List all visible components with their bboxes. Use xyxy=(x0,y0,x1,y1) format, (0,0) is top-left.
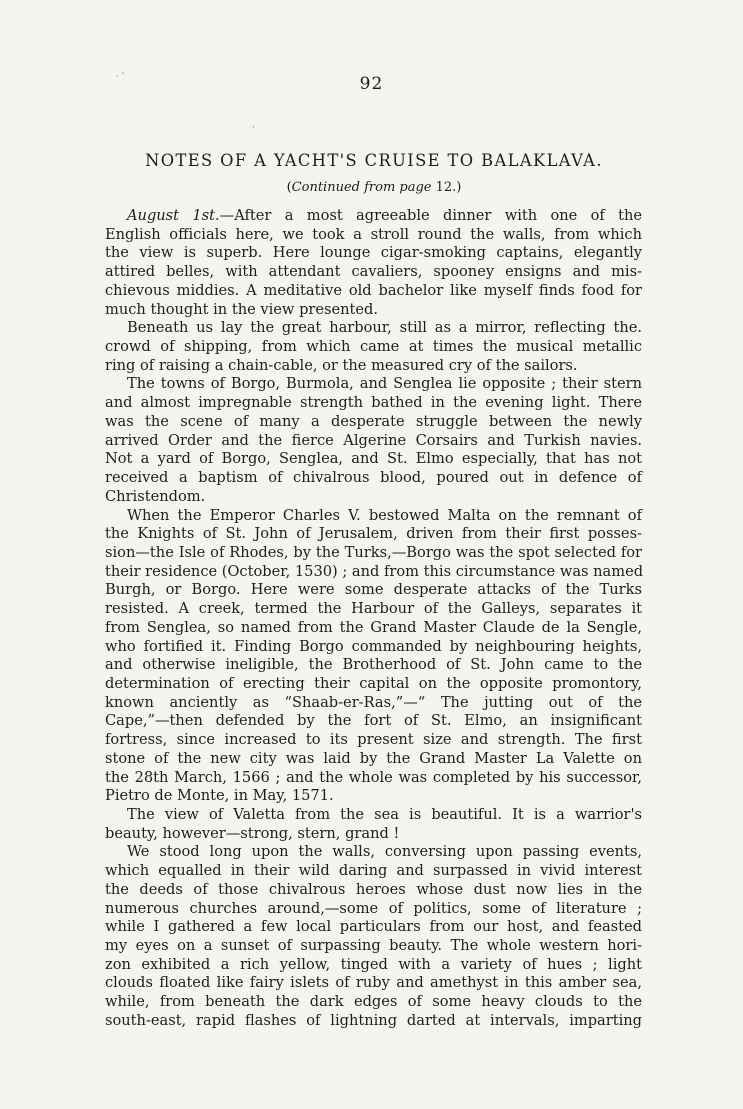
text-line: resisted. A creek, termed the Harbour of the Galleys, separates it xyxy=(105,600,642,618)
article-subtitle xyxy=(108,179,640,197)
text-line: the view is superb. Here lounge cigar-smoking captains, elegantly xyxy=(105,244,642,262)
text-line: their residence (October, 1530) ; and from this circumstance was named xyxy=(105,562,644,580)
text-line: known anciently as “Shaab-er-Ras,”—“ The jutting out of the xyxy=(105,693,642,711)
text-line: beauty, however—strong, stern, grand ! xyxy=(105,824,400,842)
text-line: while I gathered a few local particulars from our host, and feasted xyxy=(105,918,642,936)
text-line: Burgh, or Borgo. Here were some desperate attacks of the Turks xyxy=(105,581,642,599)
text-line: We stood long upon the walls, conversing upon passing events, xyxy=(127,843,642,861)
text-line: determination of erecting their capital on the opposite promontory, xyxy=(105,674,642,692)
date-heading: August 1st. xyxy=(127,207,220,224)
text-line: crowd of shipping, from which came at times the musical metallic xyxy=(105,338,642,356)
text-line: sion—the Isle of Rhodes, by the Turks,—Borgo was the spot selected for xyxy=(105,543,642,561)
text-line: When the Emperor Charles V. bestowed Malta on the remnant of xyxy=(127,506,642,524)
page-speck: · ' xyxy=(116,72,125,82)
text-line: and almost impregnable strength bathed in the evening light. There xyxy=(105,394,642,412)
article-body xyxy=(105,207,642,1031)
text-line: Not a yard of Borgo, Senglea, and St. Elmo especially, that has not xyxy=(105,450,642,468)
text-line: August 1st.—After a most agreeable dinner with one of the xyxy=(127,207,643,224)
text-line: south-east, rapid flashes of lightning darted at intervals, imparting xyxy=(105,1011,642,1029)
text-line: ring of raising a chain-cable, or the measured cry of the sailors. xyxy=(105,356,578,374)
text-line: Christendom. xyxy=(105,487,206,505)
page-number: 92 xyxy=(359,74,384,94)
text-line: zon exhibited a rich yellow, tinged with a variety of hues ; light xyxy=(105,955,642,973)
text-line: and otherwise ineligible, the Brotherhood of St. John came to the xyxy=(105,656,642,674)
text-line: which equalled in their wild daring and surpassed in vivid interest xyxy=(105,862,642,880)
text-line: Pietro de Monte, in May, 1571. xyxy=(105,787,334,805)
text-line: numerous churches around,—some of politics, some of literature ; xyxy=(105,899,642,917)
text-line: clouds floated like fairy islets of ruby and amethyst in this amber sea, xyxy=(105,974,642,992)
text-line: attired belles, with attendant cavaliers, spooney ensigns and mis- xyxy=(105,263,642,281)
text-line: while, from beneath the dark edges of some heavy clouds to the xyxy=(105,993,642,1011)
text-line: The view of Valetta from the sea is beautiful. It is a warrior's xyxy=(127,806,642,823)
subtitle-open-paren: ( xyxy=(286,180,292,195)
text-line: Beneath us lay the great harbour, still as a mirror, reflecting the. xyxy=(127,319,642,337)
subtitle-continued: Continued from page xyxy=(291,180,432,195)
subtitle-page-ref: 12.) xyxy=(431,180,462,195)
text-line: from Senglea, so named from the Grand Master Claude de la Sengle, xyxy=(105,618,642,636)
text-line: my eyes on a sunset of surpassing beauty. The whole western hori- xyxy=(105,937,642,955)
text-line: The towns of Borgo, Burmola, and Senglea lie opposite ; their stern xyxy=(127,375,642,393)
article-title: NOTES OF A YACHT'S CRUISE TO BALAKLAVA. xyxy=(145,151,603,170)
text-line: much thought in the view presented. xyxy=(105,300,379,318)
text-line: Cape,”—then defended by the fort of St. Elmo, an insignificant xyxy=(105,712,642,730)
text-line: stone of the new city was laid by the Grand Master La Valette on xyxy=(105,749,642,767)
text-line: arrived Order and the fierce Algerine Corsairs and Turkish navies. xyxy=(105,431,642,449)
text-line: English officials here, we took a stroll round the walls, from which xyxy=(105,225,642,243)
text-line: the 28th March, 1566 ; and the whole was completed by his successor, xyxy=(105,768,642,786)
text-line: fortress, since increased to its present size and strength. The first xyxy=(105,731,642,749)
text-line: the Knights of St. John of Jerusalem, driven from their first posses- xyxy=(105,525,642,543)
text-line: was the scene of many a desperate struggle between the newly xyxy=(105,412,642,430)
text-line: chievous middies. A meditative old bachelor like myself finds food for xyxy=(105,281,642,299)
text-line: who fortified it. Finding Borgo commanded by neighbouring heights, xyxy=(105,637,642,655)
ink-speck: ‘ xyxy=(252,125,255,135)
text-line: received a baptism of chivalrous blood, poured out in defence of xyxy=(105,469,642,487)
text-line: the deeds of those chivalrous heroes whose dust now lies in the xyxy=(105,880,642,898)
